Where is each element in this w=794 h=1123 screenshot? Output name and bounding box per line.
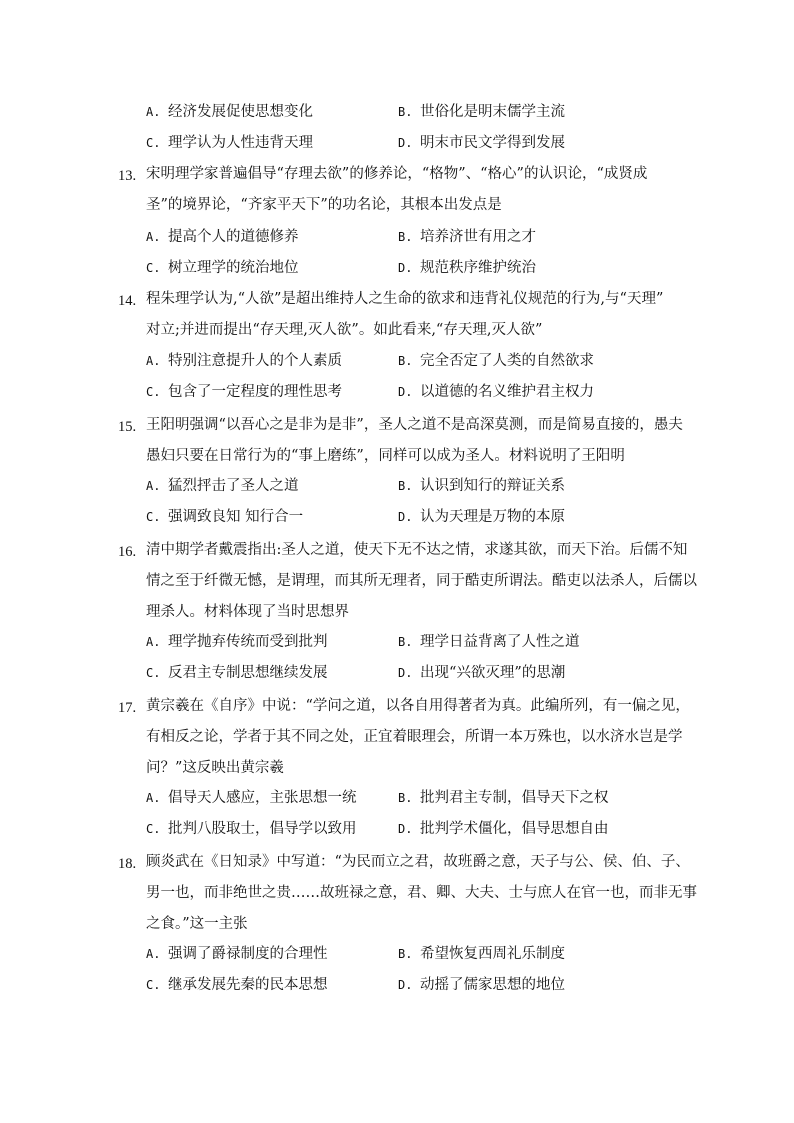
option-letter: D.: [398, 666, 413, 680]
option-letter: B.: [398, 635, 413, 649]
option-letter: C.: [146, 136, 161, 150]
q17-option-b: [398, 786, 609, 810]
q15-stem-line-2: 愚妇只要在日常行为的“事上磨练”，同样可以成为圣人。材料说明了王阳明: [146, 448, 625, 464]
q13-option-a: [146, 225, 299, 249]
option-text: 出现“兴欲灭理”的思潮: [420, 665, 566, 681]
q17-option-a: [146, 786, 357, 810]
q16-option-b: [398, 630, 580, 654]
q18-options-row-2: [146, 973, 706, 997]
q14-stem-line-2: 对立;并进而提出“存天理,灭人欲”。如此看来,“存天理,灭人欲”: [146, 322, 543, 338]
q18-stem-line-3: 之食。”这一主张: [146, 916, 248, 932]
option-letter: B.: [398, 791, 413, 805]
q17-stem-line-2: 有相反之论，学者于其不同之处，正宜着眼理会，所谓一本万殊也，以水济水岂是学: [146, 729, 683, 745]
option-text: 特别注意提升人的个人素质: [168, 353, 342, 369]
q17-option-d: [398, 817, 609, 841]
q13-number: 13.: [118, 168, 137, 184]
option-letter: D.: [398, 822, 413, 836]
option-text: 完全否定了人类的自然欲求: [420, 353, 594, 369]
q12-option-b: [398, 100, 565, 124]
q14-option-a: [146, 349, 342, 373]
option-text: 明末市民文学得到发展: [420, 135, 565, 151]
q15-option-d: [398, 505, 565, 529]
q17-options-row-2: [146, 817, 706, 841]
q15-options-row-2: [146, 505, 706, 529]
q15-option-b: [398, 474, 565, 498]
option-text: 以道德的名义维护君主权力: [420, 384, 594, 400]
q13-option-d: [398, 256, 536, 280]
q15-option-c: [146, 505, 303, 529]
q15-number: 15.: [118, 419, 137, 435]
q15-stem-line-1: 王阳明强调“以吾心之是非为是非”，圣人之道不是高深莫测，而是简易直接的，愚夫: [146, 417, 683, 433]
q17-options-row-1: [146, 786, 706, 810]
option-letter: D.: [398, 261, 413, 275]
q16-option-d: [398, 661, 565, 685]
option-letter: B.: [398, 947, 413, 961]
option-text: 希望恢复西周礼乐制度: [420, 946, 565, 962]
q17-stem-line-1: 黄宗羲在《自序》中说：“学问之道，以各自用得著者为真。此编所列，有一偏之见，: [146, 698, 690, 714]
option-letter: A.: [146, 635, 161, 649]
q13-option-c: [146, 256, 299, 280]
option-text: 猛烈抨击了圣人之道: [168, 478, 299, 494]
option-text: 批判学术僵化，倡导思想自由: [420, 821, 609, 837]
q14-option-d: [398, 380, 594, 404]
q14-option-c: [146, 380, 342, 404]
q12-options-row-1: [146, 100, 706, 124]
option-letter: A.: [146, 354, 161, 368]
q18-options-row-1: [146, 942, 706, 966]
option-letter: C.: [146, 978, 161, 992]
q18-option-c: [146, 973, 328, 997]
q18-option-a: [146, 942, 328, 966]
q14-option-b: [398, 349, 594, 373]
option-letter: C.: [146, 385, 161, 399]
option-letter: C.: [146, 666, 161, 680]
q18-number: 18.: [118, 856, 137, 872]
option-letter: B.: [398, 105, 413, 119]
q17-number: 17.: [118, 700, 137, 716]
option-text: 继承发展先秦的民本思想: [168, 977, 328, 993]
q17-option-c: [146, 817, 357, 841]
option-text: 强调致良知 知行合一: [168, 509, 304, 525]
option-letter: C.: [146, 261, 161, 275]
q14-options-row-1: [146, 349, 706, 373]
option-letter: D.: [398, 385, 413, 399]
q12-option-a: [146, 100, 313, 124]
option-text: 反君主专制思想继续发展: [168, 665, 328, 681]
q16-stem-line-3: 理杀人。材料体现了当时思想界: [146, 604, 349, 620]
option-text: 树立理学的统治地位: [168, 260, 299, 276]
option-text: 认为天理是万物的本原: [420, 509, 565, 525]
q15-options-row-1: [146, 474, 706, 498]
q13-options-row-2: [146, 256, 706, 280]
q17-stem-line-3: 问？”这反映出黄宗羲: [146, 760, 284, 776]
q18-stem-line-2: 男一也，而非绝世之贵……故班禄之意，君、卿、大夫、士与庶人在官一也，而非无事: [146, 885, 697, 901]
option-letter: A.: [146, 947, 161, 961]
q14-options-row-2: [146, 380, 706, 404]
option-letter: A.: [146, 105, 161, 119]
option-text: 批判八股取士，倡导学以致用: [168, 821, 357, 837]
option-text: 世俗化是明末儒学主流: [420, 104, 565, 120]
option-text: 理学抛弃传统而受到批判: [168, 634, 328, 650]
q16-stem-line-2: 情之至于纤微无憾，是谓理，而其所无理者，同于酷吏所谓法。酷吏以法杀人，后儒以: [146, 573, 697, 589]
q16-option-a: [146, 630, 328, 654]
option-text: 动摇了儒家思想的地位: [420, 977, 565, 993]
option-letter: D.: [398, 136, 413, 150]
q16-option-c: [146, 661, 328, 685]
option-letter: B.: [398, 230, 413, 244]
option-text: 规范秩序维护统治: [420, 260, 536, 276]
option-text: 认识到知行的辩证关系: [420, 478, 565, 494]
option-text: 包含了一定程度的理性思考: [168, 384, 342, 400]
option-letter: D.: [398, 510, 413, 524]
q12-option-c: [146, 131, 313, 155]
q13-options-row-1: [146, 225, 706, 249]
option-text: 理学认为人性违背天理: [168, 135, 313, 151]
option-letter: A.: [146, 791, 161, 805]
option-text: 提高个人的道德修养: [168, 229, 299, 245]
option-letter: B.: [398, 354, 413, 368]
q16-number: 16.: [118, 544, 137, 560]
q13-stem-line-2: 圣”的境界论，“齐家平天下”的功名论，其根本出发点是: [146, 197, 502, 213]
option-text: 批判君主专制，倡导天下之权: [420, 790, 609, 806]
option-letter: A.: [146, 479, 161, 493]
q12-option-d: [398, 131, 565, 155]
q16-options-row-2: [146, 661, 706, 685]
q14-number: 14.: [118, 293, 137, 309]
q12-options-row-2: [146, 131, 706, 155]
q18-option-b: [398, 942, 565, 966]
option-letter: A.: [146, 230, 161, 244]
option-text: 经济发展促使思想变化: [168, 104, 313, 120]
option-text: 理学日益背离了人性之道: [420, 634, 580, 650]
option-letter: C.: [146, 510, 161, 524]
q15-option-a: [146, 474, 299, 498]
q13-option-b: [398, 225, 536, 249]
q16-stem-line-1: 清中期学者戴震指出:圣人之道，使天下无不达之情，求遂其欲，而天下治。后儒不知: [146, 542, 688, 558]
option-letter: B.: [398, 479, 413, 493]
option-text: 倡导天人感应，主张思想一统: [168, 790, 357, 806]
option-text: 培养济世有用之才: [420, 229, 536, 245]
option-letter: D.: [398, 978, 413, 992]
q16-options-row-1: [146, 630, 706, 654]
q18-option-d: [398, 973, 565, 997]
option-text: 强调了爵禄制度的合理性: [168, 946, 328, 962]
q14-stem-line-1: 程朱理学认为,“人欲”是超出维持人之生命的欲求和违背礼仪规范的行为,与“天理”: [146, 291, 664, 307]
option-letter: C.: [146, 822, 161, 836]
q13-stem-line-1: 宋明理学家普遍倡导“存理去欲”的修养论，“格物”、“格心”的认识论，“成贤成: [146, 166, 648, 182]
q18-stem-line-1: 顾炎武在《日知录》中写道：“为民而立之君，故班爵之意，天子与公、侯、伯、子、: [146, 854, 690, 870]
